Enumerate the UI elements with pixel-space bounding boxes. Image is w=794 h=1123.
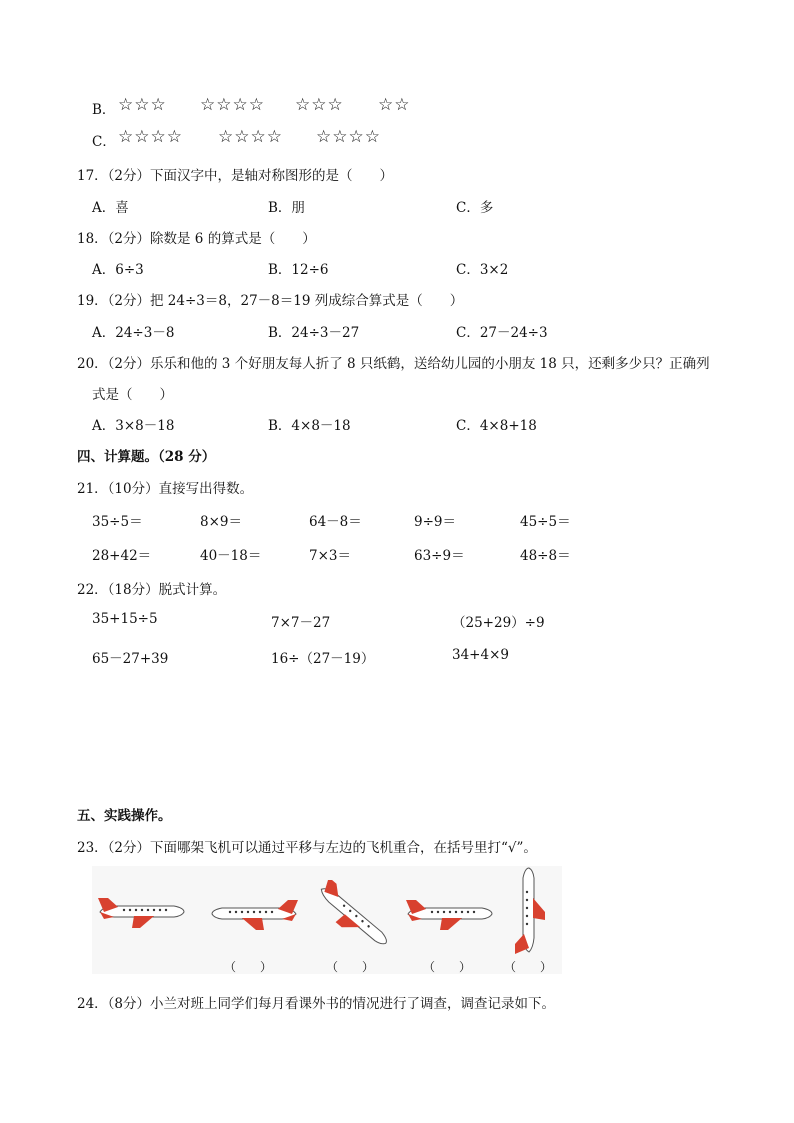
q18-option-c: C．3×2 xyxy=(456,262,509,278)
question-21-stem: 21．（10分）直接写出得数。 xyxy=(77,481,254,497)
q20-option-c: C．4×8+18 xyxy=(456,418,537,434)
airplane-option-2-icon xyxy=(312,880,392,950)
q22-item: 35+15÷5 xyxy=(92,611,158,627)
q21-item: 9÷9＝ xyxy=(414,514,456,530)
star-group: ☆☆☆☆ xyxy=(316,127,381,147)
q18-option-a: A．6÷3 xyxy=(92,262,144,278)
answer-bracket[interactable]: （ ） xyxy=(224,960,273,974)
q21-item: 63÷9＝ xyxy=(414,548,465,564)
q21-item: 64－8＝ xyxy=(309,514,362,530)
q18-option-b: B．12÷6 xyxy=(268,262,329,278)
q21-item: 7×3＝ xyxy=(309,548,351,564)
q21-item: 8×9＝ xyxy=(200,514,242,530)
q21-item: 28+42＝ xyxy=(92,548,152,564)
answer-bracket[interactable]: （ ） xyxy=(504,960,553,974)
question-24-stem: 24．（8分）小兰对班上同学们每月看课外书的情况进行了调查，调查记录如下。 xyxy=(77,996,556,1012)
airplane-option-4-icon xyxy=(504,866,554,958)
q22-item: （25+29）÷9 xyxy=(452,615,545,631)
question-20-stem: 20．（2分）乐乐和他的 3 个好朋友每人折了 8 只纸鹤，送给幼儿园的小朋友 18 只，还剩多少只？正确列 xyxy=(77,356,710,372)
airplane-figure xyxy=(92,866,562,974)
answer-bracket[interactable]: （ ） xyxy=(423,960,472,974)
question-17-stem: 17．（2分）下面汉字中，是轴对称图形的是（ ） xyxy=(77,168,394,184)
airplane-option-3-icon xyxy=(402,896,494,932)
q16-option-c xyxy=(92,127,381,150)
q22-item: 65－27+39 xyxy=(92,651,169,667)
star-group: ☆☆☆ xyxy=(118,95,167,115)
q19-option-a: A．24÷3－8 xyxy=(92,325,175,341)
q21-item: 48÷8＝ xyxy=(520,548,571,564)
airplane-reference-icon xyxy=(94,894,186,930)
q17-option-a: A．喜 xyxy=(92,200,129,216)
q21-item: 45÷5＝ xyxy=(520,514,571,530)
answer-bracket[interactable]: （ ） xyxy=(326,960,375,974)
question-22-stem: 22．（18分）脱式计算。 xyxy=(77,582,227,598)
star-group: ☆☆☆☆ xyxy=(200,95,265,115)
question-18-stem: 18．（2分）除数是 6 的算式是（ ） xyxy=(77,231,316,247)
q16-option-c-label: C． xyxy=(92,134,116,150)
q21-item: 35÷5＝ xyxy=(92,514,143,530)
q19-option-c: C．27－24÷3 xyxy=(456,325,548,341)
q16-option-b xyxy=(92,95,411,118)
q16-option-b-label: B． xyxy=(92,102,116,118)
q22-item: 34+4×9 xyxy=(452,647,509,663)
q17-option-c: C．多 xyxy=(456,200,494,216)
section-5-title: 五、实践操作。 xyxy=(77,808,172,824)
section-4-title: 四、计算题。（28 分） xyxy=(77,449,216,465)
q22-item: 16÷（27－19） xyxy=(271,651,375,667)
star-group: ☆☆☆☆ xyxy=(118,127,183,147)
star-group: ☆☆☆☆ xyxy=(218,127,283,147)
question-19-stem: 19．（2分）把 24÷3＝8，27－8＝19 列成综合算式是（ ） xyxy=(77,293,464,309)
airplane-option-1-icon xyxy=(210,896,302,932)
q22-item: 7×7－27 xyxy=(271,615,331,631)
question-20-stem-continued: 式是（ ） xyxy=(92,387,173,403)
q17-option-b: B．朋 xyxy=(268,200,305,216)
q20-option-b: B．4×8－18 xyxy=(268,418,351,434)
question-23-stem: 23．（2分）下面哪架飞机可以通过平移与左边的飞机重合，在括号里打“√”。 xyxy=(77,840,537,856)
star-group: ☆☆☆ xyxy=(295,95,344,115)
star-group: ☆☆ xyxy=(378,95,411,115)
q19-option-b: B．24÷3－27 xyxy=(268,325,360,341)
q21-item: 40－18＝ xyxy=(200,548,262,564)
q20-option-a: A．3×8－18 xyxy=(92,418,175,434)
